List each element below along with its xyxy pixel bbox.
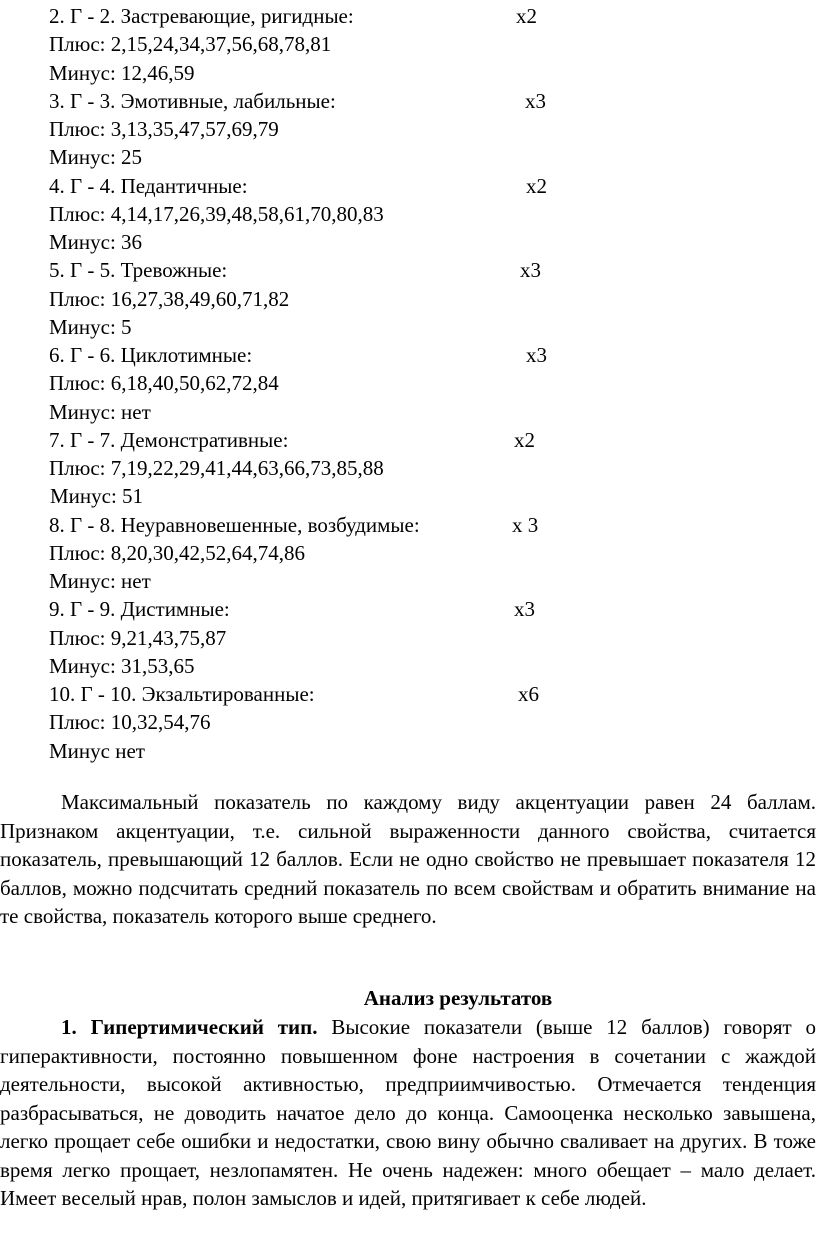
scale-minus: Минус: 31,53,65 xyxy=(49,653,195,678)
scale-entry xyxy=(49,341,669,426)
scale-multiplier: х 3 xyxy=(512,512,539,537)
scale-entry xyxy=(49,680,669,765)
scale-multiplier: х3 xyxy=(520,258,541,283)
scale-title-line xyxy=(49,595,669,623)
scale-multiplier: х3 xyxy=(514,597,535,622)
scale-multiplier: х3 xyxy=(526,343,547,367)
scale-minus: Минус нет xyxy=(49,738,145,763)
scale-multiplier: х2 xyxy=(514,427,535,452)
scale-title: 5. Г - 5. Тревожные: xyxy=(49,258,228,283)
scale-minus: Минус: 5 xyxy=(49,314,132,339)
type-title: 1. Гипертимический тип. xyxy=(61,1015,318,1039)
scale-plus: Плюс: 2,15,24,34,37,56,68,78,81 xyxy=(49,32,332,57)
scale-key-list xyxy=(49,2,669,765)
summary-paragraph-text: Максимальный показатель по каждому виду акцентуации равен 24 баллам. Признаком акцентуации, т.е. сильной выраженности данного свойства, считается показатель, превышающий 12 баллов. Если не одно свойство не превышает показателя 12 баллов, можно подсчитать средний показатель по всем свойствам и обратить внимание на те свойства, показатель которого выше среднего. xyxy=(0,790,816,928)
scale-entry xyxy=(49,426,669,511)
scale-plus: Плюс: 4,14,17,26,39,48,58,61,70,80,83 xyxy=(49,201,384,226)
scale-title-line xyxy=(49,341,669,369)
scale-title: 2. Г - 2. Застревающие, ригидные: xyxy=(49,4,354,28)
type-description: Высокие показатели (выше 12 баллов) говорят о гиперактивности, постоянно повышенном фоне настроения в сочетании с жаждой деятельности, высокой активностью, предприимчивостью. Отмечается тенденция разбрасываться, не доводить начатое дело до конца. Самооценка несколько завышена, легко прощает себе ошибки и недостатки, свою вину обычно сваливает на других. В тоже время легко прощает, незлопамятен. Не очень надежен: много обещает – мало делает. Имеет веселый нрав, полон замыслов и идей, притягивает к себе людей. xyxy=(0,1015,816,1210)
scale-multiplier: х2 xyxy=(526,173,547,198)
scale-minus: Минус: нет xyxy=(49,569,151,593)
scale-title-line xyxy=(49,172,669,200)
scale-minus: Минус: 51 xyxy=(50,484,144,509)
scale-minus: Минус: нет xyxy=(49,399,151,424)
scale-entry xyxy=(49,511,669,596)
scale-title: 4. Г - 4. Педантичные: xyxy=(49,173,248,198)
scale-plus: Плюс: 16,27,38,49,60,71,82 xyxy=(49,286,290,311)
scale-plus: Плюс: 3,13,35,47,57,69,79 xyxy=(49,117,279,141)
scale-title-line xyxy=(49,256,669,284)
scale-minus: Минус: 36 xyxy=(49,230,143,254)
scale-title: 9. Г - 9. Дистимные: xyxy=(49,597,230,622)
scale-multiplier: х6 xyxy=(518,682,539,706)
scale-entry xyxy=(49,595,669,680)
scale-title-line xyxy=(49,680,669,708)
type-paragraph xyxy=(0,1013,816,1213)
scale-title-line xyxy=(49,2,669,30)
scale-entry xyxy=(49,256,669,341)
scale-plus: Плюс: 7,19,22,29,41,44,63,66,73,85,88 xyxy=(49,456,384,480)
scale-plus: Плюс: 10,32,54,76 xyxy=(49,710,211,735)
scale-multiplier: х2 xyxy=(516,4,537,28)
scale-plus: Плюс: 6,18,40,50,62,72,84 xyxy=(49,371,279,396)
scale-title: 10. Г - 10. Экзальтированные: xyxy=(49,682,315,706)
scale-minus: Минус: 12,46,59 xyxy=(49,60,195,85)
scale-entry xyxy=(49,172,669,257)
scale-entry xyxy=(49,2,669,87)
scale-title-line xyxy=(49,426,669,454)
scale-multiplier: х3 xyxy=(525,88,546,113)
scale-title-line xyxy=(49,511,669,539)
scale-plus: Плюс: 9,21,43,75,87 xyxy=(49,625,227,650)
scale-plus: Плюс: 8,20,30,42,52,64,74,86 xyxy=(49,540,305,565)
scale-title: 7. Г - 7. Демонстративные: xyxy=(49,427,289,452)
analysis-heading: Анализ результатов xyxy=(363,986,553,1010)
scale-title-line xyxy=(49,87,669,115)
scale-title: 8. Г - 8. Неуравновешенные, возбудимые: xyxy=(49,512,420,537)
scale-minus: Минус: 25 xyxy=(49,145,143,170)
scale-title: 6. Г - 6. Циклотимные: xyxy=(49,343,253,367)
scale-entry xyxy=(49,87,669,172)
summary-paragraph xyxy=(0,788,816,931)
scale-title: 3. Г - 3. Эмотивные, лабильные: xyxy=(49,88,336,113)
